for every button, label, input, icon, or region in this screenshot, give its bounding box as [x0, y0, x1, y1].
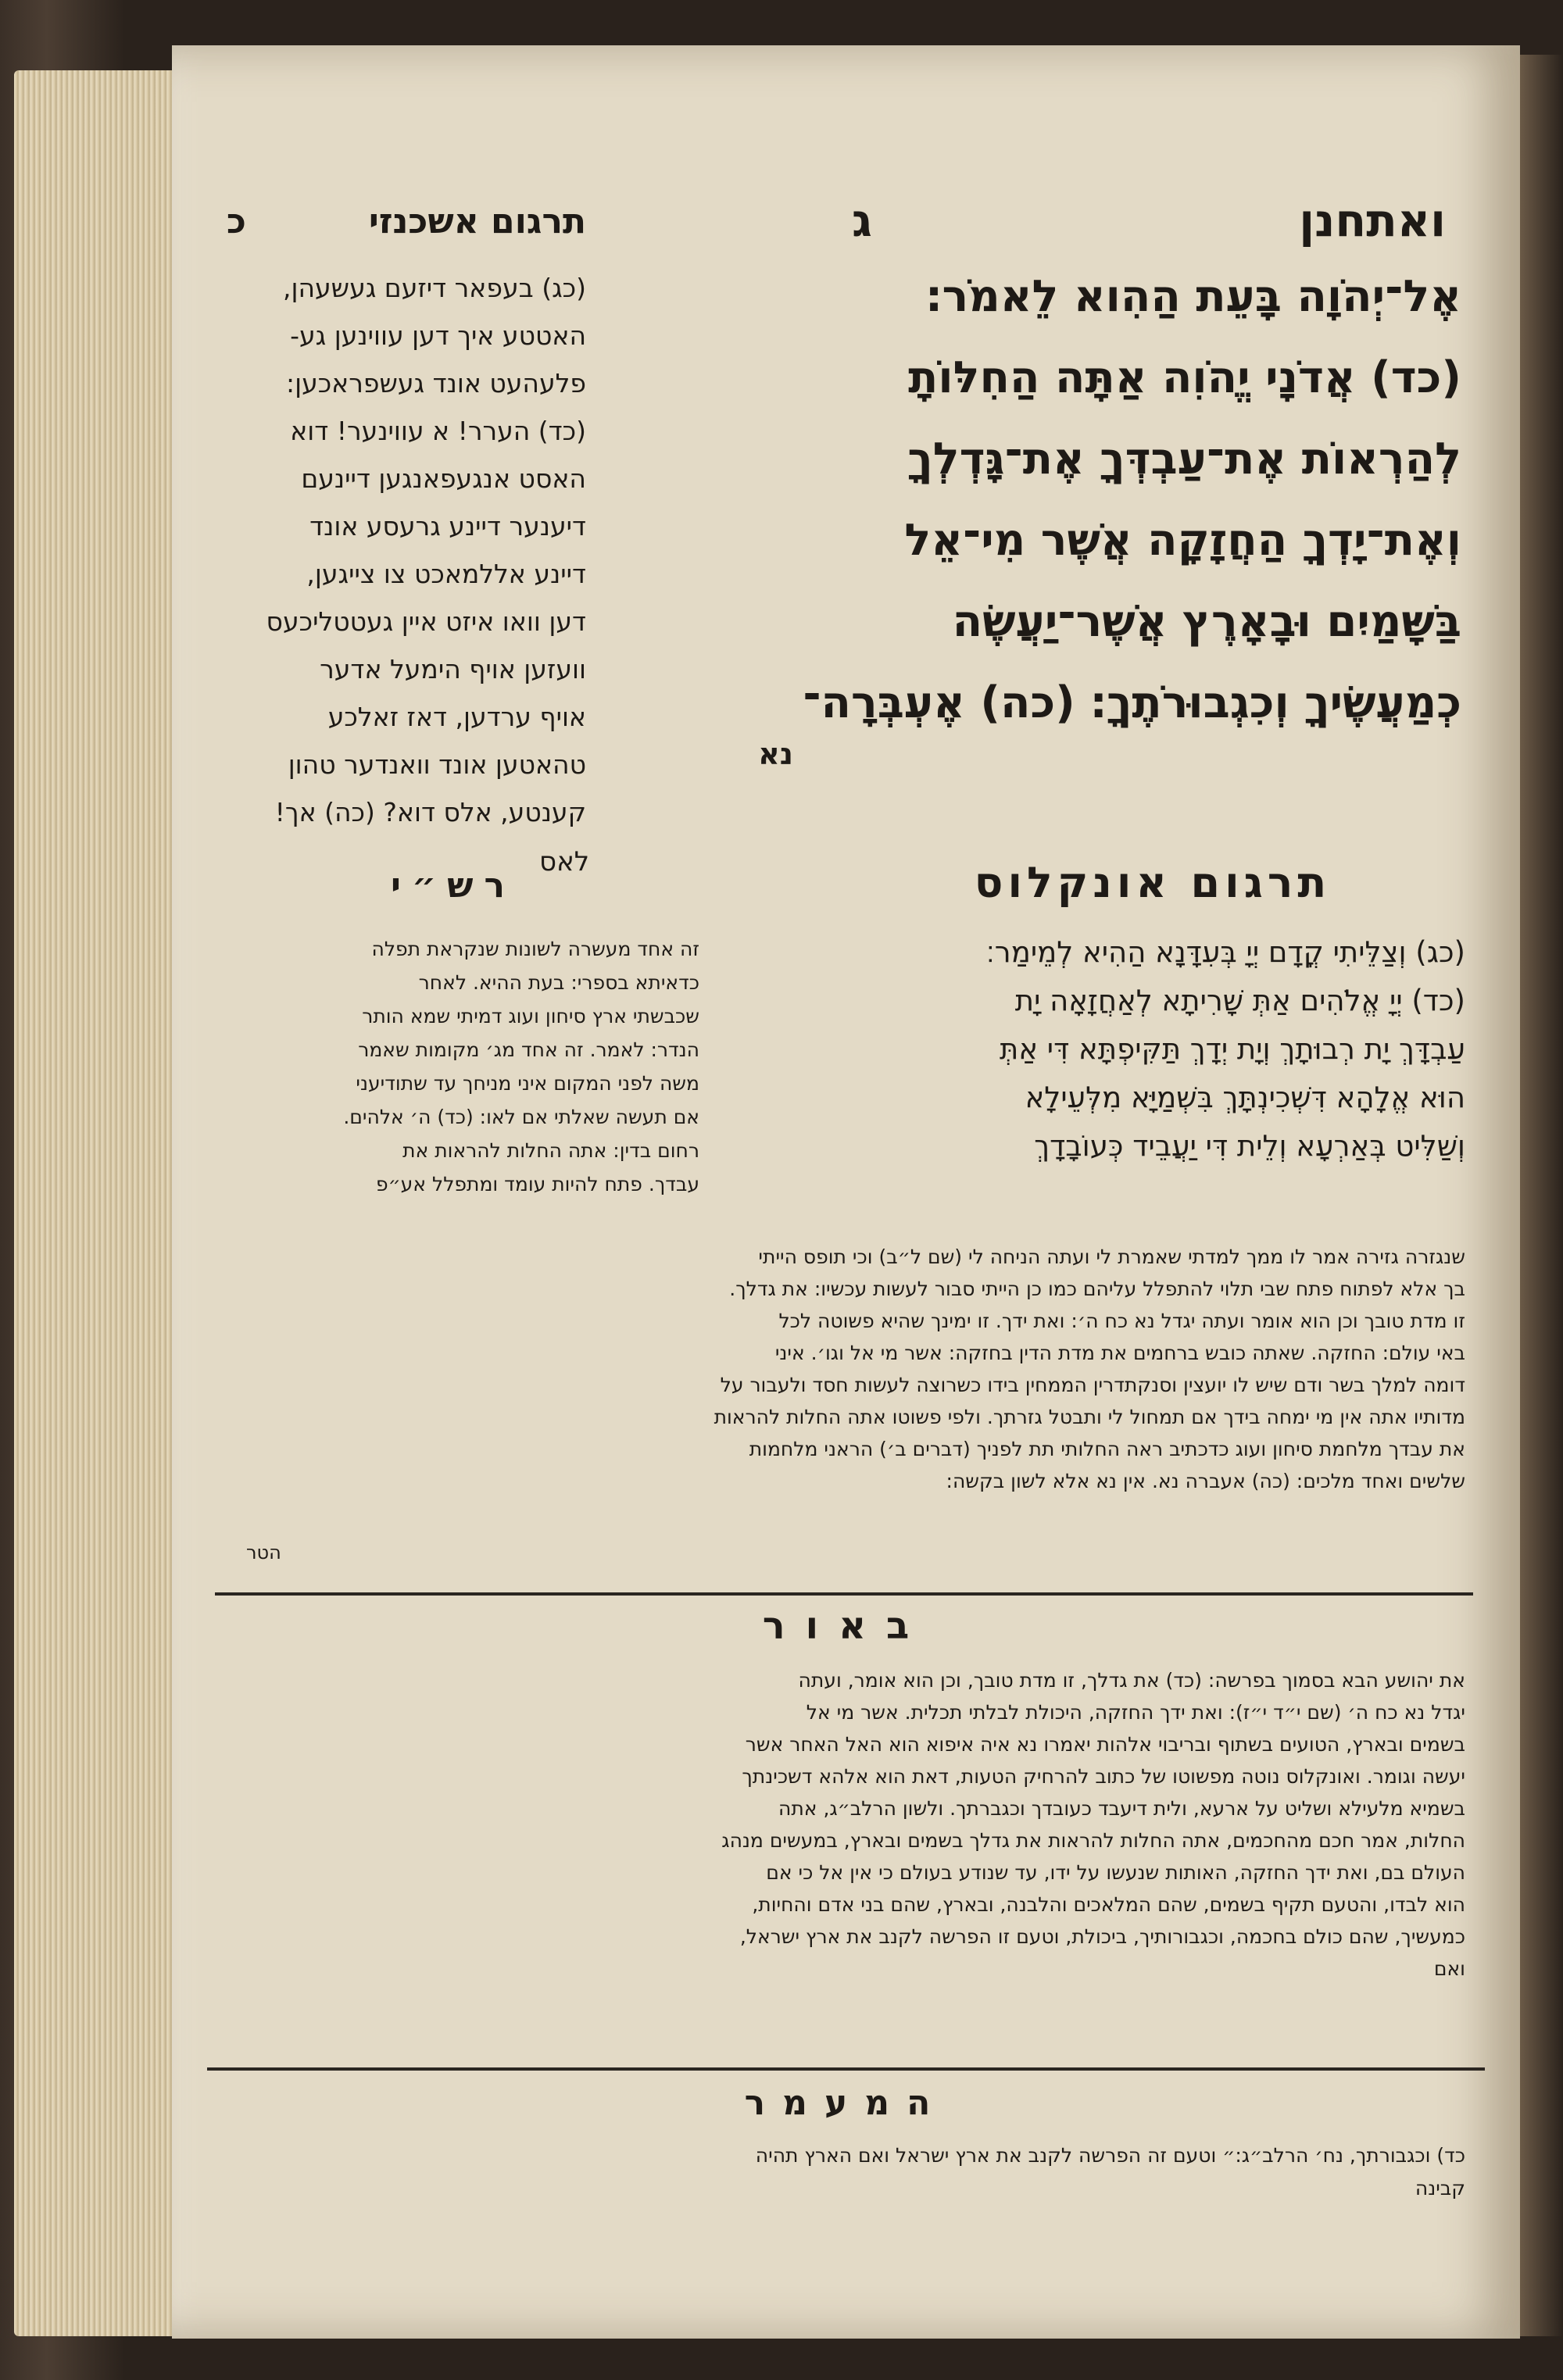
yiddish-line: וועזען אויף הימעל אדער [320, 654, 586, 684]
rashi-line: עבדך. פתח להיות עומד ומתפלל אע״פ [375, 1173, 699, 1195]
targum-page-number: כ [227, 202, 246, 241]
verse-line: כְמַעֲשֶׂיךָ וְכִגְבוּרֹתֶךָ׃ (כה) אֶעְבְּרָה־ [803, 677, 1461, 728]
biur-text [231, 1664, 1465, 1985]
onkelos-title: תרגום אונקלוס [974, 858, 1332, 907]
rashi-line: זה אחד מעשרה לשונות שנקראת תפלה [371, 938, 699, 960]
rashi-line: זו מדת טובך וכן הוא אומר ועתה יגדל נא כח ה׳: ואת ידך. זו ימינך שהיא פשוטה לכל [778, 1310, 1465, 1332]
rashi-line: את עבדך מלחמת סיחון ועוג כדכתיב ראה החלותי תת לפניך (דברים ב׳) הראני מלחמות [749, 1438, 1465, 1460]
verse-line: בַּשָּׁמַיִם וּבָאָרֶץ אֲשֶׁר־יַעֲשֶׂה [952, 596, 1461, 647]
verse-line: אֶל־יְהֹוָה בָּעֵת הַהִוא לֵאמֹר׃ [925, 271, 1461, 322]
onkelos-text [739, 928, 1465, 1170]
meamer-line: קבינה [1415, 2177, 1465, 2200]
catchword-yiddish: לאס [539, 846, 590, 877]
rashi-line: מדותיו אתה אין מי ימחה בידך אם תמחול לי ותבטל גזרתך. ולפי פשוטו אתה החלות להראות [714, 1406, 1465, 1428]
rashi-column [215, 932, 699, 1201]
biur-line: החלות, אמר חכם מהחכמים, אתה החלות להראות את גדלך בשמים ובארץ, במעשים מנהג [721, 1829, 1465, 1852]
biur-line: כמעשיך, שהם כולם בחכמה, וכגבורותיך, ביכולת, וטעם זו הפרשה לקנב את ארץ ישראל, [739, 1925, 1465, 1948]
yiddish-line: פלעהעט אונד געשפראכען: [285, 368, 586, 398]
parsha-header [852, 194, 1446, 247]
biur-line: יגדל נא כח ה׳ (שם י״ד י״ז): ואת ידך החזקה, היכולת לבלתי תכלית. אשר מי אל [806, 1701, 1465, 1724]
verse-line: לְהַרְאוֹת אֶת־עַבְדְּךָ אֶת־גָּדְלְךָ [907, 434, 1461, 484]
meamer-title: המעמר [744, 2083, 948, 2123]
yiddish-line: דען וואו איזט איין געטטליכעס [266, 606, 586, 637]
book-spine-shadow [1520, 55, 1563, 2336]
rashi-line: הנדר: לאמר. זה אחד מג׳ מקומות שאמר [358, 1038, 699, 1061]
yiddish-line: (כג) בעפאר דיזעם געשעהן, [282, 273, 586, 303]
parsha-page-number: ג [852, 194, 872, 247]
rashi-full-width [215, 1241, 1465, 1497]
catchword-rashi: הטר [246, 1542, 281, 1563]
divider [207, 2067, 1485, 2071]
rashi-line: כדאיתא בספרי: בעת ההיא. לאחר [418, 971, 699, 994]
onkelos-line: (כג) וְצַלֵּיתִי קֳדָם יְיָ בְּעִדָּנָא הַהִיא לְמֵימַר׃ [985, 935, 1465, 969]
biur-line: את יהושע הבא בסמוך בפרשה: (כד) את גדלך, זו מדת טובך, וכן הוא אומר, ועתה [798, 1669, 1465, 1692]
yiddish-line: דיינע אללמאכט צו צייגען, [306, 559, 586, 589]
verse-line: (כד) אֲדֹנָי יֱהֹוִה אַתָּה הַחִלּוֹתָ [908, 352, 1461, 403]
verse-line: וְאֶת־יָדְךָ הַחֲזָקָה אֲשֶׁר מִי־אֵל [904, 515, 1461, 566]
yiddish-line: דיענער דיינע גרעסע אונד [309, 511, 586, 541]
meamer-text [231, 2139, 1465, 2205]
targum-title: תרגום אשכנזי [368, 202, 586, 241]
page-edges [14, 70, 178, 2336]
rashi-line: בך אלא לפתוח פתח שבי תלוי להתפלל עליהם כמו כן הייתי סבור לעשות עכשיו: את גדלך. [729, 1278, 1465, 1300]
onkelos-line: עַבְדָּךְ יָת רְבוּתָךְ וְיָת יְדָךְ תַּקִּיפְתָּא דִּי אַתְּ [1000, 1032, 1465, 1066]
onkelos-line: (כד) יְיָ אֱלֹהִים אַתְּ שָׁרִיתָא לְאַחֲזָאָה יָת [1014, 984, 1465, 1017]
rashi-line: אם תעשה שאלתי אם לאו: (כד) ה׳ אלהים. [343, 1106, 699, 1128]
rashi-line: שנגזרה גזירה אמר לו ממך למדתי שאמרת לי ועתה הניחה לי (שם ל״ב) וכי תופס הייתי [758, 1245, 1465, 1268]
catchword-main: נא [758, 737, 793, 771]
rashi-title: רש״י [390, 866, 517, 906]
yiddish-line: קענטע, אלס דוא? (כה) אך! [274, 797, 586, 827]
parsha-name: ואתחנן [1299, 194, 1446, 247]
rashi-line: רחום בדין: אתה החלות להראות את [402, 1139, 699, 1162]
yiddish-line: (כד) הערר! א עווינער! דוא [290, 416, 586, 446]
meamer-line: כד) וכגבורתך, נח׳ הרלב״ג:״ וטעם זה הפרשה לקנב את ארץ ישראל ואם הארץ תהיה [755, 2144, 1465, 2167]
rashi-line: שכבשתי ארץ סיחון ועוג דמיתי שמא הותר [362, 1005, 699, 1027]
yiddish-line: האטטע איך דען עווינען גע- [290, 320, 586, 351]
onkelos-line: וְשַׁלִּיט בְּאַרְעָא וְלֵית דִּי יַעֲבֵיד כְּעוֹבָדָךְ [1034, 1129, 1465, 1163]
onkelos-line: הוּא אֱלָהָא דִּשְׁכִינְתָּךְ בִּשְׁמַיָּא מִלְּעֵילָא [1025, 1081, 1465, 1114]
yiddish-line: האסט אנגעפאנגען דיינעם [301, 463, 586, 494]
page [172, 45, 1520, 2339]
biur-line: הוא לבדו, והטעם תקיף בשמים, שהם המלאכים והלבנה, ובארץ, שהם בני אדם והחיות, [752, 1893, 1465, 1916]
yiddish-line: אויף ערדען, דאז זאלכע [327, 702, 586, 732]
targum-header [227, 202, 586, 241]
divider [215, 1592, 1473, 1596]
yiddish-line: טהאטען אונד וואנדער טהון [288, 749, 586, 780]
torah-verses [735, 256, 1461, 744]
rashi-line: משה לפני המקום איני מניחך עד שתודיעני [356, 1072, 699, 1095]
rashi-line: דומה למלך בשר ודם שיש לו יועצין וסנקתדרין הממחין בידו כשרוצה לעשות חסד ולעבור על [720, 1374, 1465, 1396]
biur-line: בשמיא מלעילא ושליט על ארעא, ולית דיעבד כעובדך וכגברתך. ולשון הרלב״ג, אתה [778, 1797, 1465, 1820]
biur-title: באור [762, 1604, 930, 1648]
rashi-line: שלשים ואחד מלכים: (כה) אעברה נא. אין נא אלא לשון בקשה: [946, 1470, 1465, 1492]
rashi-line: באי עולם: החזקה. שאתה כובש ברחמים את מדת הדין בחזקה: אשר מי אל וגו׳. איני [774, 1342, 1465, 1364]
biur-line: יעשה וגומר. ואונקלוס נוטה מפשוטו של כתוב להרחיק הטעות, דאת הוא אלהא דשכינתך [742, 1765, 1465, 1788]
biur-line: העולם בם, ואת ידך החזקה, האותות שנעשו על ידו, עד שנודע בעולם כי אין אל כי אם [766, 1861, 1465, 1884]
biur-line: ואם [1433, 1957, 1465, 1980]
biur-line: בשמים ובארץ, הטועים בשתוף ובריבוי אלהות יאמרו נא איה איפוא הוא האל האחר אשר [745, 1733, 1465, 1756]
yiddish-translation [227, 264, 586, 836]
